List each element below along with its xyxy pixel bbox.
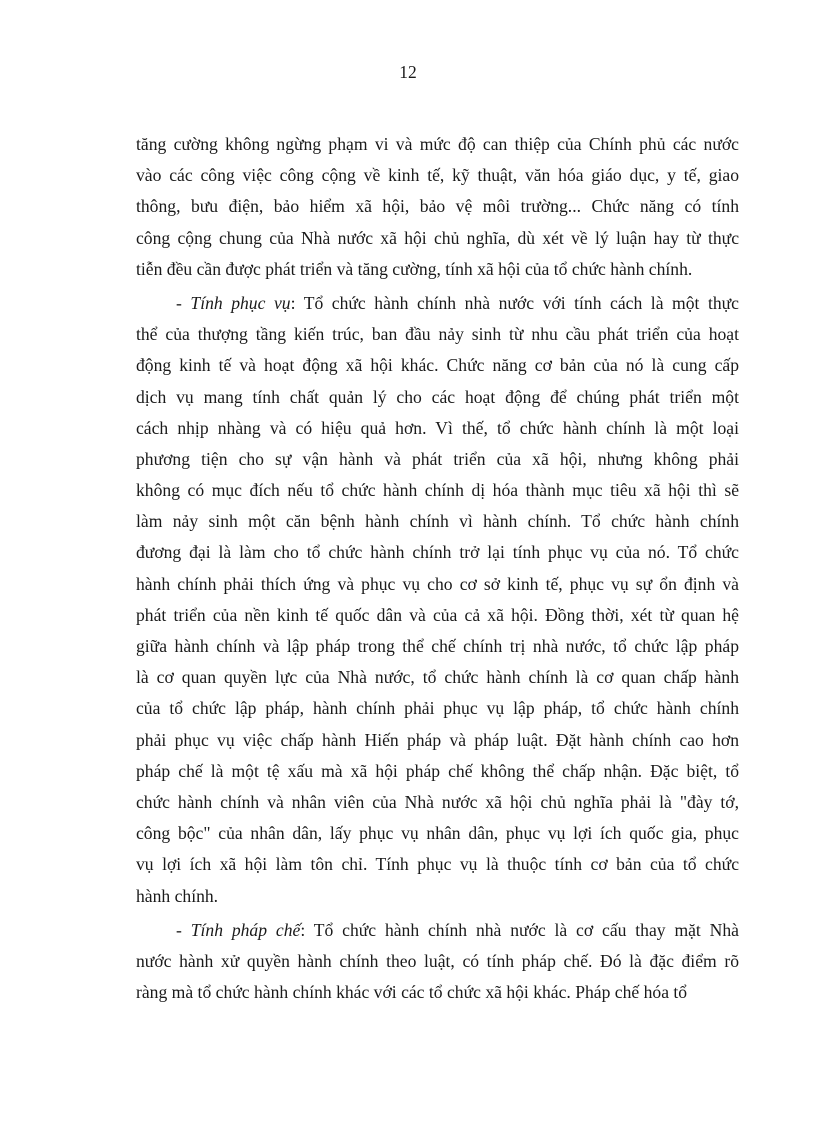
text-line: công bộc" của nhân dân, lấy phục vụ nhân dân, phục vụ lợi ích quốc gia, phục <box>136 823 739 844</box>
text-line: cách nhịp nhàng và có hiệu quả hơn. Vì thế, tổ chức hành chính là một loại <box>136 417 739 438</box>
list-dash: - <box>176 292 191 313</box>
text-line: động kinh tế và hoạt động xã hội khác. Chức năng cơ bản của nó là cung cấp <box>136 355 739 376</box>
page-number: 12 <box>399 62 417 82</box>
text-line: không có mục đích nếu tổ chức hành chính dị hóa thành mục tiêu xã hội thì sẽ <box>136 480 739 501</box>
text-line: phải phục vụ việc chấp hành Hiến pháp và pháp luật. Đặt hành chính cao hơn <box>136 729 739 750</box>
text-line: chức hành chính và nhân viên của Nhà nước xã hội chủ nghĩa phải là "đày tớ, <box>136 791 739 812</box>
text-line: - Tính phục vụ: Tổ chức hành chính nhà nước với tính cách là một thực <box>176 292 739 313</box>
text-line: tiễn đều cần được phát triển và tăng cường, tính xã hội của tổ chức hành chính. <box>136 258 693 279</box>
text-line: - Tính pháp chế: Tổ chức hành chính nhà nước là cơ cấu thay mặt Nhà <box>176 919 739 940</box>
text-line: hành chính phải thích ứng và phục vụ cho cơ sở kinh tế, phục vụ sự ổn định và <box>136 573 739 594</box>
text-line: thể của thượng tầng kiến trúc, ban đầu nảy sinh từ nhu cầu phát triển của hoạt <box>136 324 739 345</box>
paragraph <box>136 288 739 912</box>
text-line: đương đại là làm cho tổ chức hành chính trở lại tính phục vụ của nó. Tổ chức <box>136 542 739 563</box>
text-line: làm nảy sinh một căn bệnh hành chính vì hành chính. Tổ chức hành chính <box>136 511 739 532</box>
text-line: pháp chế là một tệ xấu mà xã hội pháp chế không thể chấp nhận. Đặc biệt, tổ <box>136 760 739 781</box>
text-line: phát triển của nền kinh tế quốc dân và của cả xã hội. Đồng thời, xét từ quan hệ <box>136 604 739 625</box>
list-dash: - <box>176 919 191 940</box>
text-line: vào các công việc công cộng về kinh tế, kỹ thuật, văn hóa giáo dục, y tế, giao <box>136 165 739 186</box>
term-heading: Tính pháp chế <box>190 919 301 940</box>
text-line: của tổ chức lập pháp, hành chính phải phục vụ lập pháp, tổ chức hành chính <box>136 698 739 719</box>
text-line: hành chính. <box>136 885 219 906</box>
paragraph <box>136 915 739 1009</box>
text-line: nước hành xử quyền hành chính theo luật, có tính pháp chế. Đó là đặc điểm rõ <box>136 950 739 971</box>
text-line: dịch vụ mang tính chất quản lý cho các hoạt động để chúng phát triển một <box>136 386 739 407</box>
text-line: phương tiện cho sự vận hành và phát triển của xã hội, nhưng không phải <box>136 448 739 469</box>
text-line: thông, bưu điện, bảo hiểm xã hội, bảo vệ môi trường... Chức năng có tính <box>136 196 739 217</box>
text-line: vụ lợi ích xã hội làm tôn chỉ. Tính phục vụ là thuộc tính cơ bản của tổ chức <box>136 854 739 875</box>
body-text <box>136 129 739 1008</box>
text-line: là cơ quan quyền lực của Nhà nước, tổ chức hành chính là cơ quan chấp hành <box>136 667 739 688</box>
text-line: công cộng chung của Nhà nước xã hội chủ nghĩa, dù xét về lý luận hay từ thực <box>136 227 739 248</box>
paragraph <box>136 129 739 285</box>
term-heading: Tính phục vụ <box>190 292 291 313</box>
text-line: tăng cường không ngừng phạm vi và mức độ can thiệp của Chính phủ các nước <box>136 134 739 154</box>
text-line: giữa hành chính và lập pháp trong thể chế chính trị nhà nước, tổ chức lập pháp <box>136 636 739 656</box>
text-line: ràng mà tổ chức hành chính khác với các tổ chức xã hội khác. Pháp chế hóa tổ <box>136 982 688 1003</box>
